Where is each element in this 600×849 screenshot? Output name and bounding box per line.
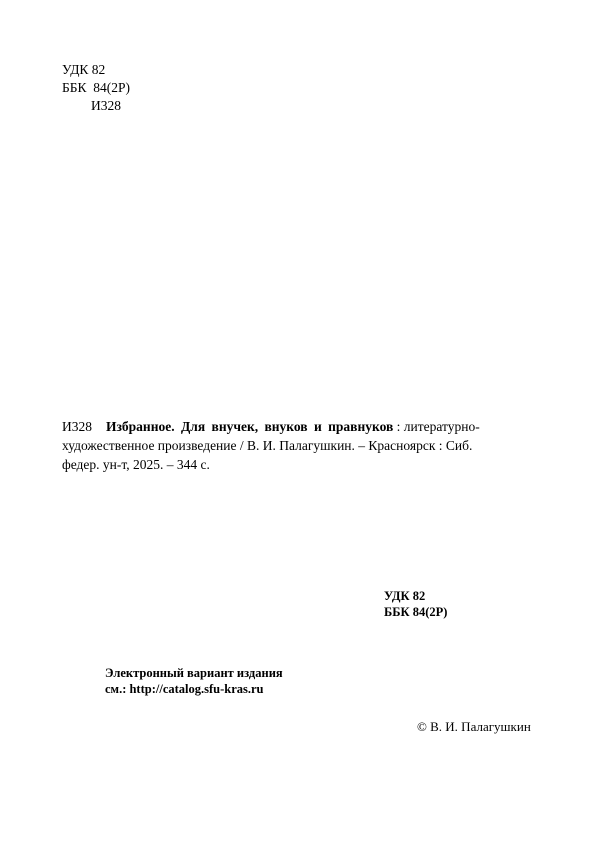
book-title: Избранное. Для внучек, внуков и правнуков	[106, 419, 394, 434]
bbk-code-bottom: ББК 84(2Р)	[384, 605, 448, 619]
bibliographic-record	[62, 417, 540, 474]
author-mark: И328	[91, 98, 121, 113]
classification-codes-top	[62, 61, 130, 115]
bbk-code: ББК 84(2Р)	[62, 80, 131, 95]
catalog-link: см.: http://catalog.sfu-kras.ru	[105, 682, 264, 696]
biblio-line-2: художественное произведение / В. И. Палагушкин. – Красноярск : Сиб.	[62, 438, 473, 453]
copyright-notice: © В. И. Палагушкин	[417, 719, 531, 734]
udk-code-bottom: УДК 82	[384, 589, 426, 603]
electronic-version-label: Электронный вариант издания	[105, 666, 283, 680]
biblio-line-1-rest: : литературно-	[393, 419, 480, 434]
classification-codes-bottom	[384, 588, 447, 620]
biblio-line-3: федер. ун-т, 2025. – 344 с.	[62, 457, 210, 472]
biblio-author-mark: И328	[62, 419, 92, 434]
udk-code: УДК 82	[62, 62, 106, 77]
electronic-version-note	[105, 665, 283, 697]
biblio-line-1	[106, 417, 540, 436]
